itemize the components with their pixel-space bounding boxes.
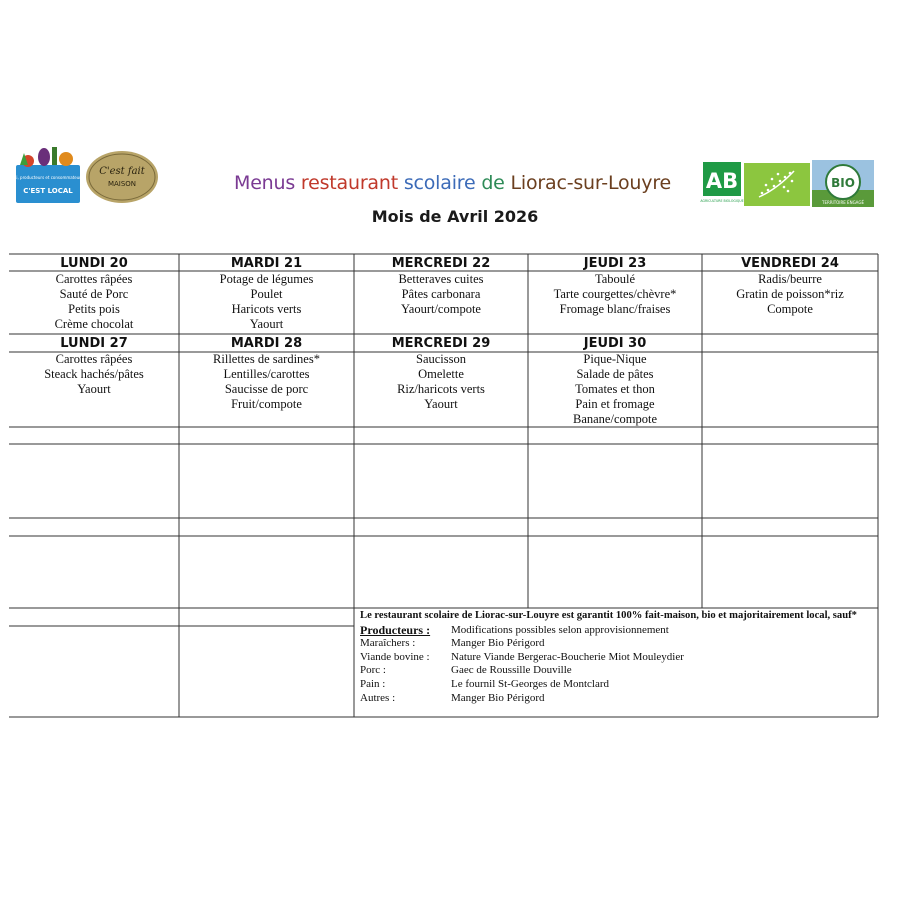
- producer-type: Viande bovine :: [360, 650, 430, 663]
- producer-name: Nature Viande Bergerac-Boucherie Miot Mouleydier: [451, 650, 684, 663]
- producers-note: Modifications possibles selon approvisionnement: [451, 623, 669, 636]
- menu-item: Compote: [767, 302, 813, 316]
- bio-text: BIO: [831, 176, 855, 190]
- menu-item: Carottes râpées: [55, 272, 133, 286]
- basket-caption-top: Ici, producteurs et consommateurs: [13, 175, 83, 180]
- menu-item: Saucisson: [416, 352, 466, 366]
- day-header: MERCREDI 22: [391, 256, 491, 271]
- day-header: MARDI 21: [230, 256, 303, 271]
- producer-name: Le fournil St-Georges de Montclard: [451, 677, 610, 690]
- producer-name: Manger Bio Périgord: [451, 691, 545, 704]
- menu-item: Yaourt/compote: [401, 302, 481, 316]
- menu-item: Sauté de Porc: [59, 287, 129, 301]
- menu-item: Lentilles/carottes: [223, 367, 310, 381]
- producer-name: Gaec de Roussille Douville: [451, 664, 572, 677]
- menu-item: Carottes râpées: [55, 352, 133, 366]
- territoire-text: TERRITOIRE ENGAGÉ: [822, 200, 864, 205]
- title-part: restaurant: [300, 172, 404, 194]
- producer-type: Pain :: [360, 677, 386, 690]
- title-part: Liorac-sur-Louyre: [510, 172, 671, 194]
- menu-item: Rillettes de sardines*: [213, 352, 320, 366]
- menu-item: Gratin de poisson*riz: [736, 287, 844, 301]
- menu-item: Riz/haricots verts: [397, 382, 485, 396]
- day-header: LUNDI 27: [60, 336, 128, 351]
- menu-cell: [9, 272, 179, 332]
- page-title: [180, 172, 725, 194]
- menu-cell: [528, 352, 702, 427]
- guarantee-text: Le restaurant scolaire de Liorac-sur-Louyre est garantit 100% fait-maison, bio et majoritairement local, sauf*: [360, 610, 857, 621]
- menu-cell: [9, 352, 179, 397]
- menu-item: Salade de pâtes: [576, 367, 654, 381]
- maison-line1: C'est fait: [99, 166, 145, 177]
- territoire-bio-engage-logo: [812, 160, 874, 207]
- menu-item: Potage de légumes: [219, 272, 314, 286]
- day-header: MARDI 28: [230, 336, 303, 351]
- producers-notes: [360, 609, 880, 705]
- menu-item: Crème chocolat: [54, 317, 134, 331]
- producer-type: Maraîchers :: [360, 637, 416, 650]
- ab-text: AB: [705, 169, 739, 193]
- menu-item: Poulet: [250, 287, 283, 301]
- day-header: VENDREDI 24: [741, 256, 839, 271]
- menu-item: Tomates et thon: [575, 382, 655, 396]
- menu-item: Banane/compote: [573, 412, 657, 426]
- menu-cell: [354, 352, 528, 412]
- menu-cell: [179, 352, 354, 412]
- maison-line2: MAISON: [107, 180, 137, 188]
- title-part: scolaire: [403, 172, 482, 194]
- day-header: JEUDI 30: [583, 336, 647, 351]
- menu-item: Pain et fromage: [575, 397, 655, 411]
- ab-caption: AGRICULTURE BIOLOGIQUE: [700, 199, 744, 203]
- menu-item: Yaourt: [249, 317, 284, 331]
- menu-item: Fromage blanc/fraises: [559, 302, 671, 316]
- menu-item: Taboulé: [594, 272, 636, 286]
- menu-item: Yaourt: [424, 397, 458, 411]
- menu-item: Petits pois: [68, 302, 120, 316]
- eu-organic-leaf-logo: [744, 163, 810, 206]
- menu-cell: [702, 272, 878, 317]
- day-header: MERCREDI 29: [391, 336, 491, 351]
- menu-item: Tarte courgettes/chèvre*: [553, 287, 677, 301]
- title-part: de: [481, 172, 511, 194]
- menu-cell: [528, 272, 702, 317]
- menu-item: Betteraves cuites: [398, 272, 484, 286]
- cest-local-basket-logo: [14, 143, 82, 205]
- page-subtitle: Mois de Avril 2026: [371, 207, 539, 226]
- basket-caption: C'EST LOCAL: [23, 187, 73, 195]
- producer-type: Autres :: [360, 691, 396, 704]
- menu-item: Radis/beurre: [758, 272, 822, 286]
- producer-type: Porc :: [360, 664, 386, 677]
- day-header: JEUDI 23: [583, 256, 647, 271]
- fait-maison-logo: [85, 150, 159, 204]
- menu-item: Fruit/compote: [231, 397, 302, 411]
- menu-cell: [354, 272, 528, 317]
- menu-item: Haricots verts: [231, 302, 302, 316]
- menu-item: Pique-Nique: [583, 352, 647, 366]
- menu-cell: [179, 272, 354, 332]
- menu-item: Steack hachés/pâtes: [44, 367, 144, 381]
- title-part: Menus: [234, 172, 301, 194]
- menu-item: Yaourt: [77, 382, 111, 396]
- menu-item: Saucisse de porc: [224, 382, 309, 396]
- menu-item: Pâtes carbonara: [401, 287, 481, 301]
- producer-name: Manger Bio Périgord: [451, 637, 545, 650]
- producers-label: Producteurs :: [360, 622, 431, 637]
- menu-item: Omelette: [418, 367, 464, 381]
- day-header: LUNDI 20: [60, 256, 128, 271]
